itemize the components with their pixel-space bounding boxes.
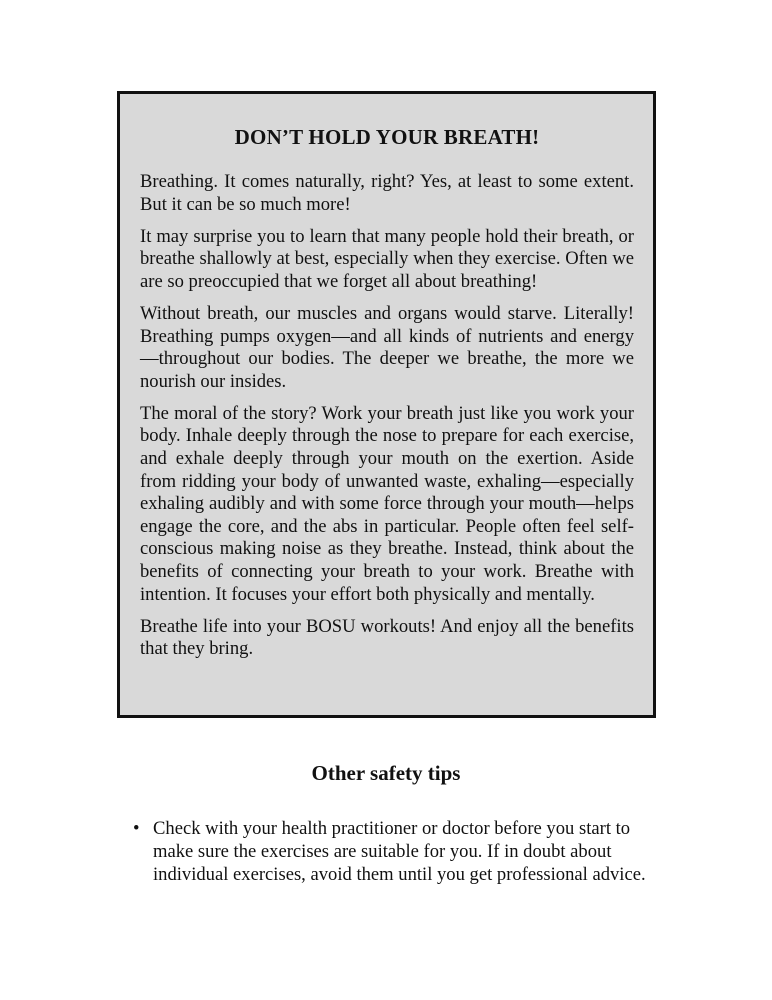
list-item	[133, 817, 673, 886]
sidebar-paragraph: Breathe life into your BOSU workouts! And enjoy all the benefits that they bring.	[140, 615, 634, 660]
breath-sidebar-box	[117, 91, 656, 718]
sidebar-content	[120, 94, 653, 661]
tip-text: Check with your health practitioner or doctor before you start to make sure the exercises are suitable for you. If in doubt about individual exercises, avoid them until you get professional advice.	[153, 818, 646, 885]
sidebar-paragraph: Without breath, our muscles and organs would starve. Literally! Breathing pumps oxygen—and all kinds of nutrients and energy —throughout our bodies. The deeper we breathe, the more we nourish our insides.	[140, 302, 634, 392]
safety-tips-heading: Other safety tips	[311, 761, 461, 785]
sidebar-title: DON’T HOLD YOUR BREATH!	[234, 125, 540, 149]
sidebar-paragraph: It may surprise you to learn that many people hold their breath, or breathe shallowly at best, especially when they exercise. Often we are so preoccupied that we forget all about breathing!	[140, 225, 634, 292]
safety-tips-list	[133, 817, 673, 886]
bullet-icon: •	[133, 818, 140, 839]
sidebar-paragraph: Breathing. It comes naturally, right? Yes, at least to some extent. But it can be so much more!	[140, 171, 634, 215]
sidebar-paragraph: The moral of the story? Work your breath just like you work your body. Inhale deeply through the nose to prepare for each exercise, and exhale deeply through your mouth on the exertion. Aside from ridding your body of unwanted waste, exhaling—especially exhaling audibly and with some force through your mouth—helps engage the core, and the abs in particular. People often feel self-conscious making noise as they breathe. Instead, think about the benefits of connecting your breath to your work. Breathe with intention. It focuses your effort both physically and mentally.	[140, 402, 634, 605]
